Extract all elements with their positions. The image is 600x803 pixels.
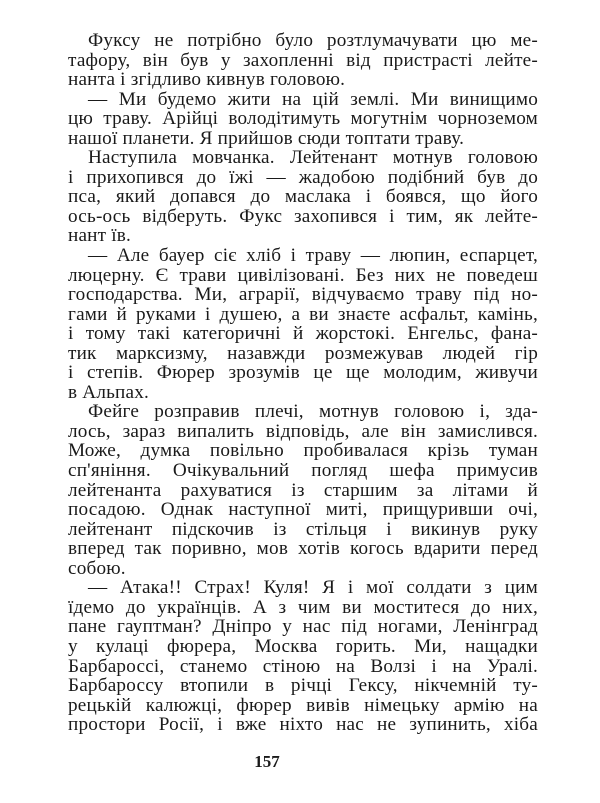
text-line: рецькій калюжці, фюрер вивів німецьку армію на bbox=[68, 694, 538, 716]
text-line: Фейге розправив плечі, мотнув головою і, зда- bbox=[88, 401, 538, 423]
text-line: цю траву. Арійці володітимуть могутнім чорноземом bbox=[68, 108, 538, 130]
page-number: 157 bbox=[254, 752, 280, 771]
text-line: нанта і згідливо кивнув головою. bbox=[68, 69, 346, 91]
text-line: собою. bbox=[68, 557, 126, 579]
text-line: Наступила мовчанка. Лейтенант мотнув головою bbox=[88, 147, 538, 169]
text-line: — Атака!! Страх! Куля! Я і мої солдати з цим bbox=[88, 577, 538, 599]
text-line: і прихопився до їжі — жадобою подібний був до bbox=[68, 166, 538, 188]
text-line: сп'яніння. Очікувальний погляд шефа примусив bbox=[68, 460, 538, 482]
text-line: Барбароссу втопили в річці Гексу, нікчемній ту- bbox=[68, 675, 538, 697]
text-line: господарства. Ми, аграрії, відчуваємо траву під но- bbox=[68, 284, 538, 306]
text-line: — Але бауер сіє хліб і траву — люпин, еспарцет, bbox=[88, 245, 538, 267]
text-line: нашої планети. Я прийшов сюди топтати траву. bbox=[68, 127, 465, 149]
text-line: люцерну. Є трави цивілізовані. Без них не поведеш bbox=[68, 264, 538, 286]
paragraph bbox=[68, 246, 538, 402]
text-line: і тому такі категоричні й жорстокі. Енгельс, фана- bbox=[68, 323, 538, 345]
text-line: пса, який допався до маслака і боявся, що його bbox=[68, 186, 538, 208]
text-line: — Ми будемо жити на цій землі. Ми винищимо bbox=[88, 88, 538, 110]
text-line: вперед так поривно, мов хотів когось вдарити перед bbox=[68, 538, 538, 560]
text-line: лейтенанта рахуватися із старшим за літами й bbox=[68, 479, 538, 501]
text-line: нант їв. bbox=[68, 225, 132, 247]
text-line: пане гауптман? Дніпро у нас під ногами, Ленінград bbox=[68, 616, 538, 638]
text-line: лось, зараз випалить відповідь, але він замислився. bbox=[68, 420, 538, 442]
text-line: тафору, він був у захопленні від пристрасті лейте- bbox=[68, 49, 538, 71]
paragraph bbox=[68, 402, 538, 578]
paragraph bbox=[68, 148, 538, 246]
text-line: тик марксизму, назавжди розмежував людей гір bbox=[68, 342, 538, 364]
text-line: посадою. Однак наступної миті, прищуривши очі, bbox=[68, 499, 538, 521]
paragraph bbox=[68, 31, 538, 90]
text-line: ось-ось відберуть. Фукс захопився і тим, як лейте- bbox=[68, 205, 538, 227]
text-line: їдемо до українців. А з чим ви моститеся до них, bbox=[68, 596, 538, 618]
text-line: Фуксу не потрібно було розтлумачувати цю ме- bbox=[88, 30, 538, 51]
text-line: в Альпах. bbox=[68, 381, 150, 403]
page-body bbox=[68, 31, 538, 735]
text-line: лейтенант підскочив із стільця і викинув руку bbox=[68, 518, 538, 540]
paragraph bbox=[68, 90, 538, 149]
text-line: Барбароссі, станемо стіною на Волзі і на Уралі. bbox=[68, 655, 538, 677]
text-line: і степів. Фюрер зрозумів це ще молодим, живучи bbox=[68, 362, 538, 384]
text-line: у кулаці фюрера, Москва горить. Ми, нащадки bbox=[68, 635, 538, 657]
paragraph bbox=[68, 578, 538, 734]
text-line: Може, думка повільно пробивалася крізь туман bbox=[68, 440, 538, 462]
text-line: простори Росії, і вже ніхто нас не зупинить, хіба bbox=[68, 714, 538, 736]
text-line: гами й руками і душею, а ви знаєте асфальт, камінь, bbox=[68, 303, 538, 325]
